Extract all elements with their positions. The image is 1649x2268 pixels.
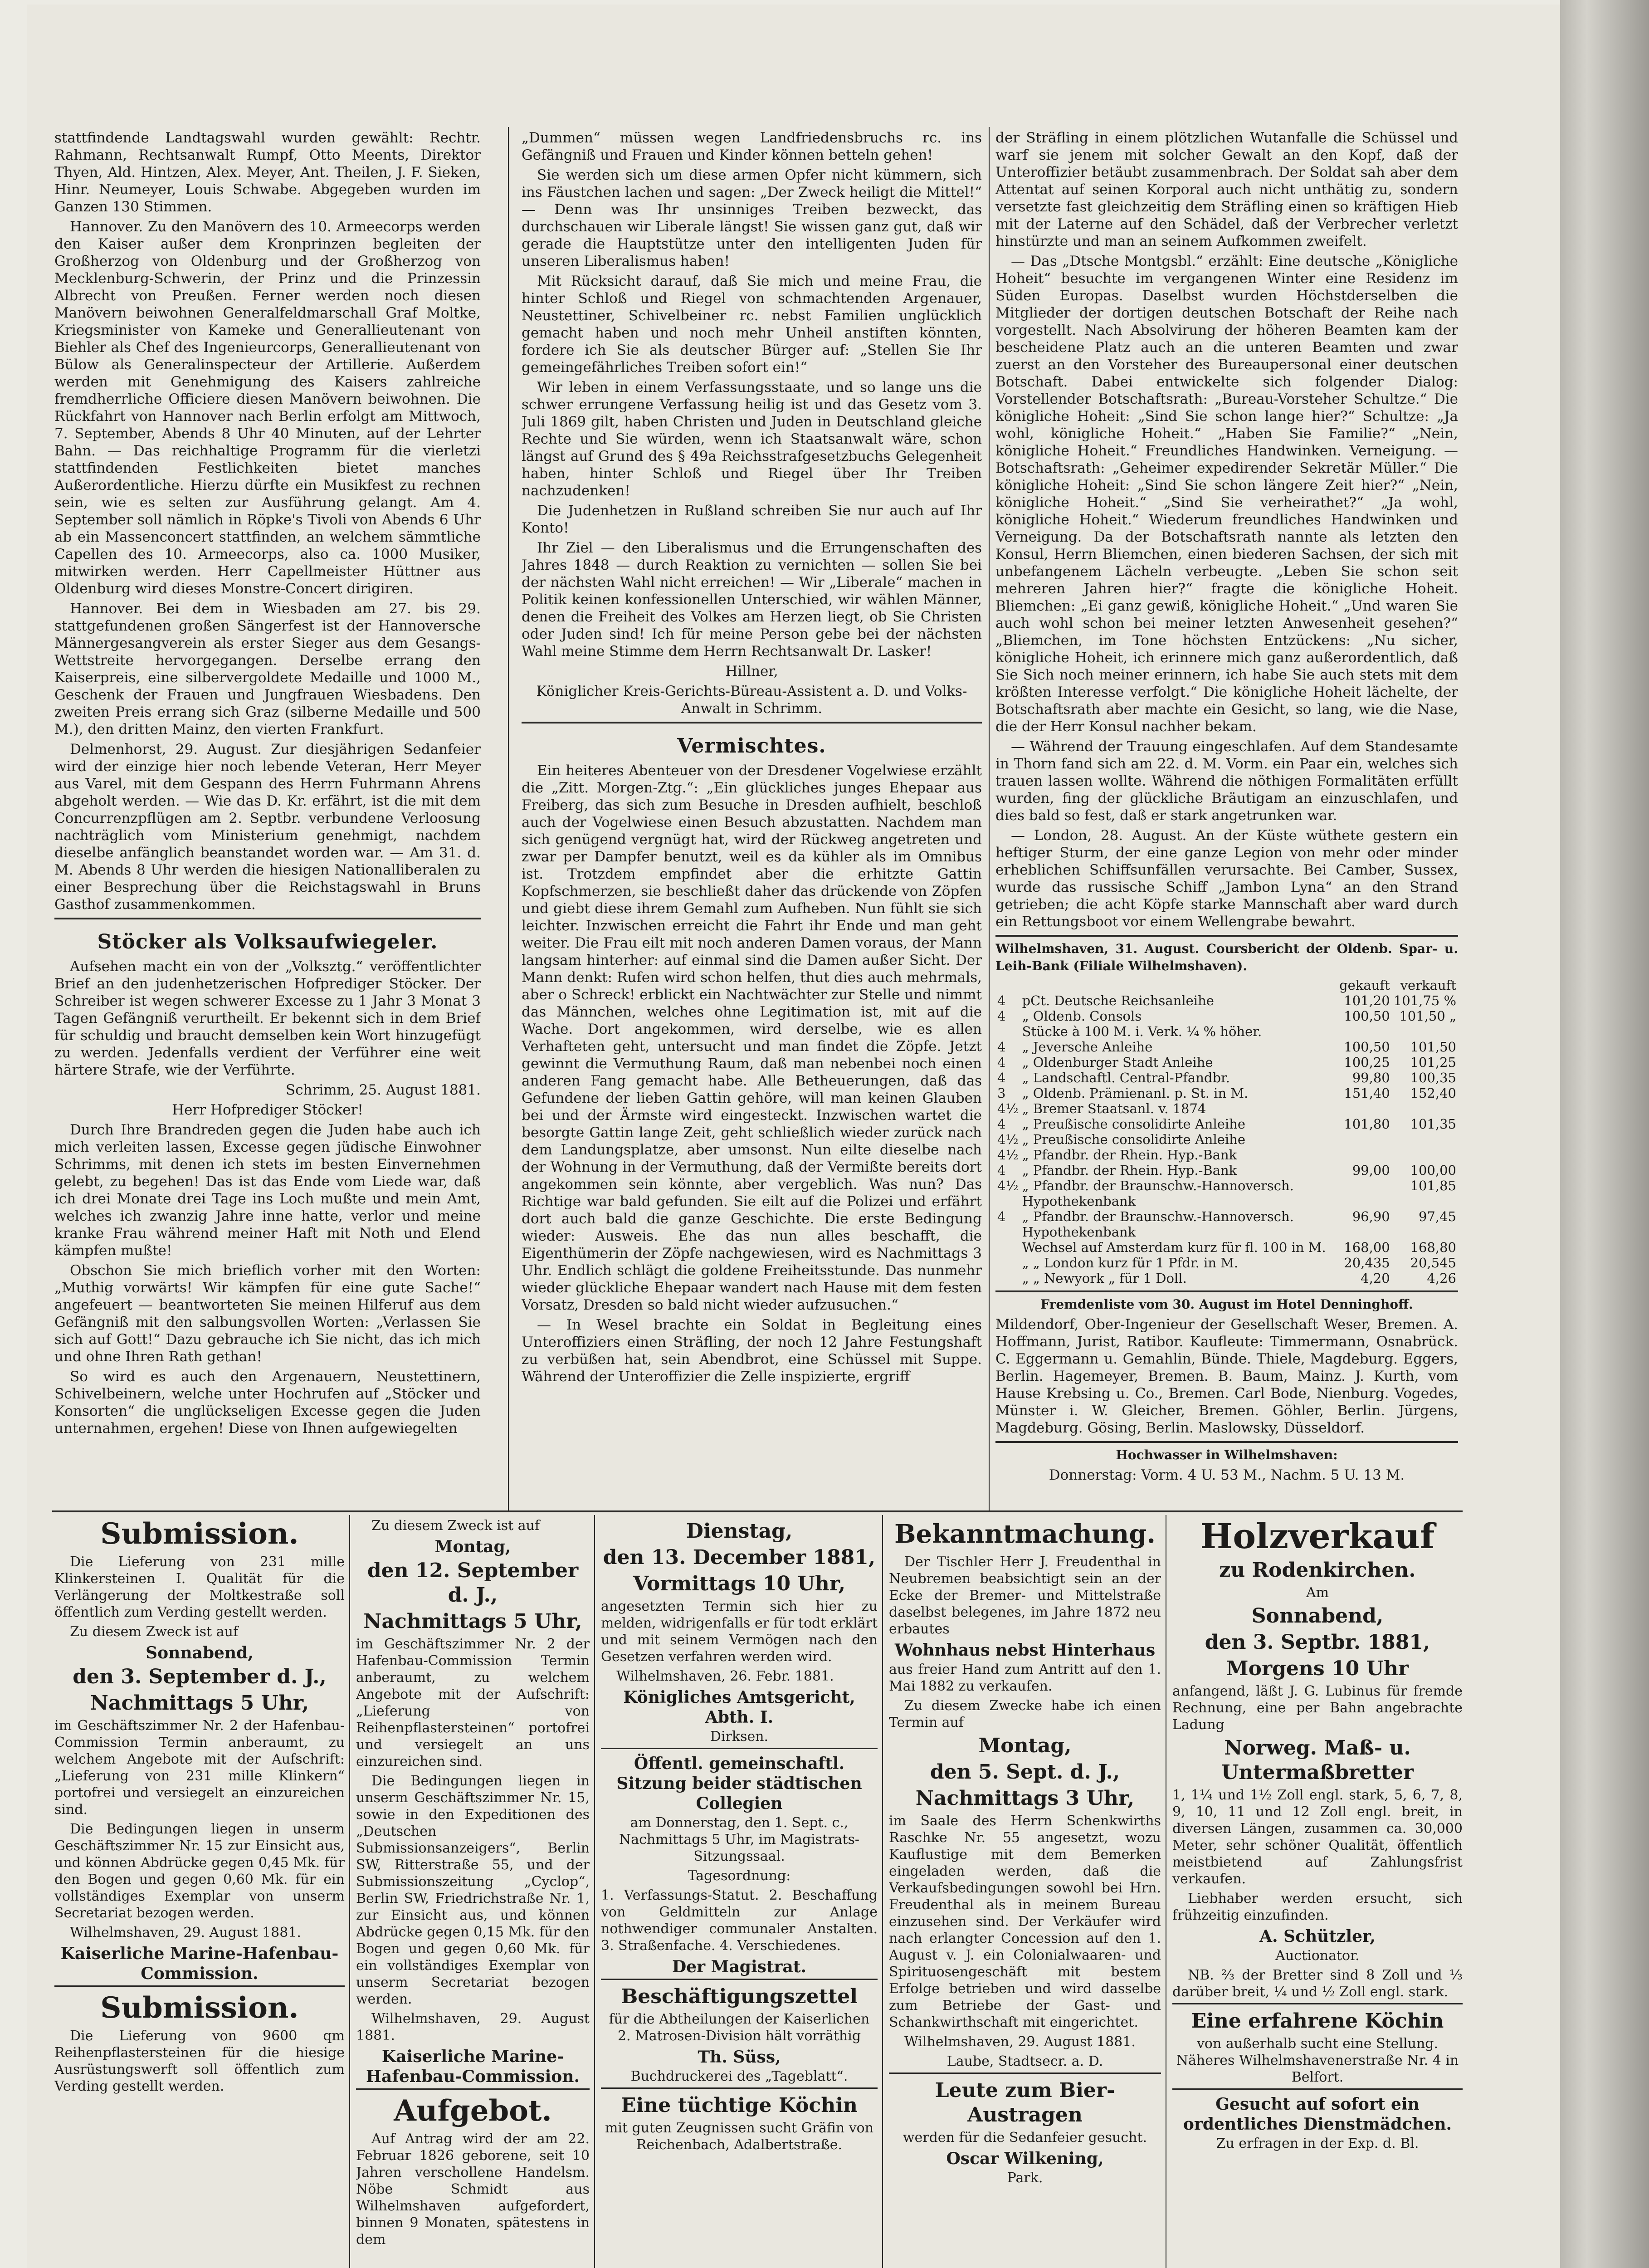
ad-text: NB. ⅔ der Bretter sind 8 Zoll und ⅓ darüber breit, ¼ und ½ Zoll engl. stark. — [1172, 1967, 1463, 2000]
ad-day: Sonnabend, — [1251, 1604, 1384, 1628]
rates-header-cell: verkauft — [1400, 978, 1456, 993]
ad-text: Zu erfragen in der Exp. d. Bl. — [1216, 2136, 1419, 2151]
ad-signature: Königliches Amtsgericht, Abth. I. — [623, 1688, 855, 1727]
rates-heading: Wilhelmshaven, 31. August. Coursbericht der Oldenb. Spar- u. Leih-Bank (Filiale Wilhelmshaven). — [995, 941, 1458, 973]
ad-date-line: Wilhelmshaven, 29. August 1881. — [70, 1925, 301, 1941]
ad-rule — [601, 1979, 878, 1980]
letter-signature: Hillner, — [725, 663, 778, 679]
ad-column-c — [601, 1517, 878, 2268]
rates-cell: „ Pfandbr. der Rhein. Hyp.-Bank — [1022, 1147, 1237, 1163]
rates-cell: 4 — [997, 1163, 1006, 1178]
rates-row — [995, 1147, 1458, 1163]
section-rule — [522, 722, 982, 727]
rates-cell: 4 — [997, 1008, 1006, 1024]
ad-text: aus freier Hand zum Antritt auf den 1. Mai 1882 zu verkaufen. — [889, 1662, 1161, 1694]
letter-salutation: Herr Hofprediger Stöcker! — [172, 1102, 363, 1118]
letter-text: Obschon Sie mich brieflich vorher mit den Worten: „Muthig vorwärts! Wir kämpfen für eine gute Sache!“ angefeuert — beantworteten Sie meinen Hilferuf aus dem Gefängniß mit den salbungsvollen Worten: „Verlassen Sie sich auf Gott!“ Dazu gebrauche ich Sie nicht, das ich mich und ohne Ihren Rath gethan! — [54, 1262, 481, 1365]
rates-cell: 101,25 — [1410, 1055, 1456, 1070]
ad-rule — [889, 2072, 1161, 2074]
ad-day: Montag, — [978, 1734, 1072, 1757]
letter-text: So wird es auch den Argenauern, Neustettinern, Schivelbeinern, welche unter Hochrufen auf „Stöcker und Konsorten“ die unglückseligen Excesse gegen die Juden unternahmen, ergehen! Diese von Ihnen aufgewiegelten — [54, 1369, 481, 1437]
rates-row — [995, 1008, 1458, 1024]
rates-cell: „ Bremer Staatsanl. v. 1874 — [1022, 1101, 1206, 1116]
rates-cell: 20,435 — [1344, 1255, 1390, 1271]
ad-text: Auf Antrag wird der am 22. Februar 1826 geborene, seit 10 Jahren verschollene Handelsm. Nöbe Schmidt aus Wilhelmshaven aufgefordert, binnen 9 Monaten, spätestens in dem — [356, 2131, 590, 2248]
ad-title: Gesucht auf sofort ein ordentliches Dienstmädchen. — [1183, 2095, 1452, 2134]
ad-text: 1, 1¼ und 1½ Zoll engl. stark, 5, 6, 7, 8, 9, 10, 11 und 12 Zoll engl. breit, in diversen Längen, zusammen ca. 30,000 Meter, sehr schöner Qualität, öffentlich meistbietend auf Zahlungsfrist verkaufen. — [1172, 1787, 1463, 1887]
ad-rule — [594, 1515, 595, 2268]
rates-row — [995, 1101, 1458, 1116]
rates-cell: 4 — [997, 993, 1006, 1008]
ad-text: angesetzten Termin sich hier zu melden, widrigenfalls er für todt erklärt und mit seinem Vermögen nach den Gesetzen verfahren werden wird. — [601, 1598, 878, 1665]
headline-vermischtes: Vermischtes. — [677, 734, 826, 758]
letter-signature-title: Königlicher Kreis-Gerichts-Büreau-Assistent a. D. und Volks-Anwalt in Schrimm. — [536, 683, 967, 717]
ad-rule — [882, 1515, 883, 2268]
ad-title: Bekanntmachung. — [894, 1519, 1156, 1549]
ad-title: Submission. — [100, 1991, 299, 2025]
article-trauung: — Während der Trauung eingeschlafen. Auf dem Standesamte in Thorn fand sich am 22. d. M. Vorm. ein Paar ein, welches sich trauen lassen wollte. Während die nöthigen Formalitäten erfüllt wurden, fing der glückliche Bräutigam an einzuschlafen, und dies bald so fest, daß er stark angetrunken war. — [995, 738, 1458, 824]
rates-cell: 100,25 — [1344, 1055, 1390, 1070]
rates-cell: „ „ Newyork „ für 1 Doll. — [1022, 1271, 1187, 1286]
ad-text: Zu diesem Zwecke habe ich einen Termin auf — [889, 1698, 1161, 1730]
ad-text: von außerhalb sucht eine Stellung. Näheres Wilhelmshavenerstraße Nr. 4 in Belfort. — [1176, 2036, 1459, 2085]
rates-cell: „ „ London kurz für 1 Pfdr. in M. — [1022, 1255, 1239, 1271]
ad-date: den 13. December 1881, — [603, 1546, 876, 1569]
column-2 — [522, 129, 982, 1526]
ad-title: Submission. — [100, 1517, 299, 1551]
letter-text: Durch Ihre Brandreden gegen die Juden habe auch ich mich verleiten lassen, Excesse gegen jüdische Einwohner Schrimms, mit denen ich stets im besten Einvernehmen gelebt, zu begehen! Das ist das Ende vom Liede war, daß ich drei Monate drei Tage ins Loch mußte und mein Amt, welches ich zwanzig Jahre inne hatte, verlor und meine kranke Frau während meiner Haft mit Noth und Elend kämpfen mußte! — [54, 1122, 481, 1259]
rates-cell: 4½ — [997, 1132, 1019, 1147]
rates-header-row — [995, 978, 1458, 993]
ad-signature: Kaiserliche Marine-Hafenbau-Commission. — [366, 2047, 580, 2086]
page-edge-shadow — [1560, 0, 1649, 2268]
rates-cell: 4½ — [997, 1147, 1019, 1163]
article-text: stattfindende Landtagswahl wurden gewählt: Rechtr. Rahmann, Rechtsanwalt Rumpf, Otto Meents, Direktor Thyen, Ald. Hintzen, Alex. Meyer, Ant. Theilen, J. F. Sieken, Hinr. Neumeyer, Louis Schwabe. Abgegeben wurden im Ganzen 130 Stimmen. — [54, 130, 481, 215]
rates-cell: pCt. Deutsche Reichsanleihe — [1022, 993, 1214, 1008]
ad-text: Am — [1306, 1585, 1329, 1601]
letter-text: „Dummen“ müssen wegen Landfriedensbruchs rc. ins Gefängniß und Frauen und Kinder können betteln gehen! — [522, 130, 982, 163]
rates-cell: 3 — [997, 1085, 1006, 1101]
ad-text: Der Tischler Herr J. Freudenthal in Neubremen beabsichtigt sein an der Ecke der Bremer- und Mittelstraße daselbst belegenes, im Jahre 1872 neu erbautes — [889, 1554, 1161, 1637]
rates-cell: Wechsel auf Amsterdam kurz für fl. 100 in M. — [1022, 1240, 1326, 1255]
ad-signature-name: Dirksen. — [710, 1729, 769, 1745]
ad-signature: Laube, Stadtsecr. a. D. — [946, 2053, 1103, 2069]
ad-date-line: Wilhelmshaven, 29. August 1881. — [356, 2011, 590, 2043]
rates-row — [995, 1039, 1458, 1055]
rates-cell: „ Oldenb. Consols — [1022, 1008, 1142, 1024]
ad-text: Die Bedingungen liegen in unserm Geschäftszimmer Nr. 15, sowie in den Expeditionen des „Deutschen Submissionsanzeigers“, Berlin SW, Ritterstraße 55, und der Submissionszeitung „Cyclop“, Berlin SW, Friedrichstraße Nr. 1, zur Einsicht aus, und können Abdrücke gegen 0,15 Mk. für den Bogen und gegen 0,60 Mk. für ein vollständiges Exemplar von unserm Secretariat bezogen werden. — [356, 1773, 590, 2007]
rates-cell — [1337, 1101, 1392, 1116]
rates-cell: 168,00 — [1344, 1240, 1390, 1255]
rates-cell — [1337, 1147, 1392, 1163]
ad-bold: Wohnhaus nebst Hinterhaus — [894, 1641, 1156, 1660]
ad-text: Die Lieferung von 9600 qm Reihenpflastersteinen für die hiesige Ausrüstungswerft soll öffentlich zum Verding gestellt werden. — [54, 2028, 345, 2094]
rates-cell: 20,545 — [1410, 1255, 1456, 1271]
ad-text: im Geschäftszimmer Nr. 2 der Hafenbau-Commission Termin anberaumt, zu welchem Angebote mit der Aufschrift: „Lieferung von Reihenpflastersteinen“ portofrei und versiegelt an uns einzureichen sind. — [356, 1636, 590, 1769]
ad-title: Leute zum Bier-Austragen — [935, 2079, 1115, 2126]
rates-cell: 99,00 — [1352, 1163, 1390, 1178]
ad-date: den 3. September d. J., — [73, 1665, 327, 1688]
rates-cell: 101,85 — [1410, 1178, 1456, 1193]
ad-name: Th. Süss, — [698, 2048, 781, 2067]
rates-cell: „ Preußische consolidirte Anleihe — [1022, 1132, 1246, 1147]
column-rule — [508, 127, 509, 1510]
section-rule — [995, 1441, 1458, 1447]
ad-text: anfangend, läßt J. G. Lubinus für fremde Rechnung, eine per Bahn angebrachte Ladung — [1172, 1683, 1463, 1733]
ad-text: am Donnerstag, den 1. Sept. c., Nachmittags 5 Uhr, im Magistrats-Sitzungssaal. — [619, 1815, 860, 1864]
rates-cell: „ Preußische consolidirte Anleihe — [1022, 1116, 1246, 1132]
fremden-list: Mildendorf, Ober-Ingenieur der Gesellschaft Weser, Bremen. A. Hoffmann, Jurist, Ratibor. Kaufleute: Timmermann, Osnabrück. C. Eggermann u. Gemahlin, Bünde. Thiele, Magdeburg. Eggers, Berlin. Hagemeyer, Bremen. B. Baum, Mainz. J. Kurth, vom Hause Krebsing u. Co., Bremen. Carl Bode, Nienburg. Vogedes, Münster i. W. Gleicher, Bremen. Göhler, Berlin. Jürgens, Magdeburg. Gösing, Berlin. Maslowsky, Düsseldorf. — [995, 1316, 1458, 1436]
rates-row — [995, 1132, 1458, 1147]
ad-column-d — [889, 1517, 1161, 2268]
rates-cell: 100,35 — [1410, 1070, 1456, 1085]
rates-cell: 4,20 — [1361, 1271, 1390, 1286]
section-rule — [995, 1290, 1458, 1296]
ad-time: Nachmittags 5 Uhr, — [363, 1610, 582, 1633]
rates-row — [995, 1209, 1458, 1240]
ad-day: Dienstag, — [686, 1520, 793, 1543]
ad-text: Zu diesem Zweck ist auf — [70, 1624, 239, 1640]
ad-rule — [601, 1748, 878, 1749]
rates-cell: 100,50 — [1344, 1039, 1390, 1055]
rates-cell — [995, 1255, 1020, 1271]
letter-text: Wir leben in einem Verfassungsstaate, und so lange uns die schwer errungene Verfassung heilig ist und das Gesetz vom 3. Juli 1869 gilt, haben Christen und Juden in Deutschland gleiche Rechte und Sie würden, wenn ich Staatsanwalt wäre, schon längst auf Grund des § 49a Reichsstrafgesetzbuchs Gelegenheit haben, hinter Schloß und Riegel über Ihr Treiben nachzudenken! — [522, 379, 982, 499]
hochwasser-heading: Hochwasser in Wilhelmshaven: — [1116, 1447, 1338, 1462]
rates-cell: 100,00 — [1410, 1163, 1456, 1178]
fremden-heading: Fremdenliste vom 30. August im Hotel Denninghoff. — [1040, 1297, 1413, 1312]
section-rule — [995, 935, 1458, 940]
article-wesel: — In Wesel brachte ein Soldat in Begleitung eines Unteroffiziers einen Sträfling, der noch 12 Jahre Festungshaft zu verbüßen hat, sein Abendbrot, eine Schüssel mit Suppe. Während der Unteroffizier die Zelle inspizierte, ergriff — [522, 1317, 982, 1385]
ad-subtitle: zu Rodenkirchen. — [1219, 1559, 1416, 1582]
rates-row — [995, 1163, 1458, 1178]
rates-cell: 101,50 — [1410, 1039, 1456, 1055]
rates-cell: „ Oldenburger Stadt Anleihe — [1022, 1055, 1213, 1070]
rates-cell: 4 — [997, 1039, 1006, 1055]
rates-cell: „ Jeversche Anleihe — [1022, 1039, 1153, 1055]
rates-cell: Stücke à 100 M. i. Verk. ¼ % höher. — [1022, 1024, 1262, 1039]
rates-row — [995, 1085, 1458, 1101]
letter-place-date: Schrimm, 25. August 1881. — [285, 1082, 481, 1098]
rates-cell: 4 — [997, 1116, 1006, 1132]
rates-cell: 101,35 — [1410, 1116, 1456, 1132]
ad-title: Eine tüchtige Köchin — [621, 2094, 858, 2117]
article-hannover-2: Hannover. Bei dem in Wiesbaden am 27. bis 29. stattgefundenen großen Sängerfest ist der Hannoversche Männergesangverein als erster Sieger aus dem Gesangs-Wettstreite hervorgegangen. Derselbe errang den Kaiserpreis, eine silbervergoldete Medaille und 1000 M., Geschenk der Frauen und Jungfrauen Wiesbadens. Den zweiten Preis errang sich Graz (silberne Medaille und 500 M.), den dritten Mainz, den vierten Frankfurt. — [54, 601, 481, 738]
ad-signature: Kaiserliche Marine-Hafenbau-Commission. — [60, 1944, 339, 1983]
ad-title: Beschäftigungszettel — [621, 1985, 858, 2008]
ad-rule — [1172, 2088, 1463, 2090]
rates-cell: „ Landschaftl. Central-Pfandbr. — [1022, 1070, 1230, 1085]
rates-cell — [1392, 1132, 1458, 1147]
ad-date: den 12. September d. J., — [367, 1559, 579, 1607]
ad-text: Die Bedingungen liegen in unserm Geschäftszimmer Nr. 15 zur Einsicht aus, und können Abdrücke gegen 0,45 Mk. für den Bogen und gegen 0,60 Mk. für ein vollständiges Exemplar von unserm Secretariat bezogen werden. — [54, 1821, 345, 1921]
rates-cell: 151,40 — [1344, 1085, 1390, 1101]
ad-date-line: Wilhelmshaven, 26. Febr. 1881. — [616, 1668, 834, 1684]
ad-day: Sonnabend, — [146, 1643, 254, 1662]
rates-cell: 97,45 — [1418, 1209, 1456, 1224]
ad-rule — [1172, 2003, 1463, 2004]
rates-cell: 99,80 — [1352, 1070, 1390, 1085]
hochwasser-times: Donnerstag: Vorm. 4 U. 53 M., Nachm. 5 U. 13 M. — [1049, 1467, 1405, 1483]
ad-signature-title: Auctionator. — [1275, 1948, 1360, 1964]
rates-cell: 101,75 % — [1393, 993, 1456, 1008]
rates-row — [995, 1240, 1458, 1255]
rates-cell: „ Oldenb. Prämienanl. p. St. in M. — [1022, 1085, 1249, 1101]
article-london: — London, 28. August. An der Küste wüthete gestern ein heftiger Sturm, der eine ganze Legion von mehr oder minder erheblichen Schiffsunfällen verursachte. Bei Camber, Sussex, wurde das russische Schiff „Jambon Lyna“ an den Strand getrieben; die acht Köpfe starke Mannschaft aber ward durch ein Rettungsboot vor einem Wellengrabe bewahrt. — [995, 827, 1458, 930]
rates-cell: „ Pfandbr. der Rhein. Hyp.-Bank — [1022, 1163, 1237, 1178]
letter-text: Mit Rücksicht darauf, daß Sie mich und meine Frau, die hinter Schloß und Riegel von schmachtenden Argenauer, Neustettiner, Schivelbeiner rc. nebst Familien unglücklich gemacht haben und noch mehr Unheil anstiften könnten, fordere ich Sie als deutscher Bürger auf: „Stellen Sie Ihr gemeingefährliches Treiben sofort ein!“ — [522, 273, 982, 376]
ad-rule — [356, 2088, 590, 2090]
ad-text: werden für die Sedanfeier gesucht. — [903, 2130, 1147, 2146]
ad-agenda: 1. Verfassungs-Statut. 2. Beschaffung von Geldmitteln zur Anlage nothwendiger communaler Anstalten. 3. Straßenfache. 4. Verschiedenes. — [601, 1887, 878, 1954]
rates-table — [995, 978, 1458, 1286]
ad-rule — [601, 2087, 878, 2089]
rates-header-cell — [995, 978, 1020, 993]
letter-text: Sie werden sich um diese armen Opfer nicht kümmern, sich ins Fäustchen lachen und sagen: „Der Zweck heiligt die Mittel!“ — Denn was Ihr unsinniges Treiben bezweckt, das durchschauen wir Liberale längst! Sie wissen ganz gut, daß wir gerade die Hauptstütze unter den intelligenten Juden für unseren Liberalismus haben! — [522, 167, 982, 269]
ad-date-line: Wilhelmshaven, 29. August 1881. — [904, 2034, 1136, 2050]
rates-row — [995, 1271, 1458, 1286]
rates-cell: 4 — [997, 1070, 1006, 1085]
article-vogelwiese: Ein heiteres Abenteuer von der Dresdener Vogelwiese erzählt die „Zitt. Morgen-Ztg.“: „Ein glückliches junges Ehepaar aus Freiberg, das sich zum Besuche in Dresden aufhielt, beschloß auch der Vogelwiese einen Besuch abzustatten. Nachdem man sich genügend vergnügt hat, wird der Rückweg angetreten und zwar per Dampfer benutzt, weil es da kühler als im Omnibus ist. Trotzdem empfindet aber die erhitzte Gattin Kopfschmerzen, sie beschließt daher das drückende von Zöpfen und giebt diese ihrem Gemahl zum Aufheben. Nun fühlt sie sich leichter. Inzwischen erreicht die Fahrt ihr Ende und man geht weiter. Die Frau eilt mit noch anderen Damen voraus, der Mann langsam hinterher: auf einmal sind die Damen außer Sicht. Der Mann denkt: Rufen wird schon helfen, thut dies auch mehrmals, aber o Schreck! erblickt ein Nachtwächter zur Stelle und nimmt das Männchen, welches ohne Legitimation ist, mit auf die Wache. Dort angekommen, wird derselbe, wie es allen Verhafteten geht, untersucht und man findet die Zöpfe. Jetzt gewinnt die Vermuthung Raum, daß man nebenbei noch einen anderen Fang gemacht habe. Alle Betheuerungen, daß das Gefundene der lieben Gattin gehöre, will man keinen Glauben bei und der Ärmste wird eingesteckt. Inzwischen wartet die besorgte Gattin lange Zeit, geht schließlich wieder zurück nach dem Landungsplatze, aber umsonst. Nun eilte dieselbe nach der Wohnung in der Vermuthung, daß der Vermißte bereits dort angekommen sein könnte, aber vergeblich. Was nun? Das Richtige war bald gefunden. Sie eilt auf die Polizei und erfährt dort auch bald die ganze Geschichte. Die erste Bedingung wieder: Ausweis. Ehe das nun alles beschafft, die Eigenthümerin der Zöpfe nachgewiesen, wird es Nachmittags 3 Uhr. Endlich schlägt die goldene Freiheitsstunde. Das nunmehr wieder glückliche Ehepaar wandert nach Hause mit dem festen Vorsatz, Dresden so bald nicht wieder aufzusuchen.“ — [522, 763, 982, 1313]
letter-text: Die Judenhetzen in Rußland schreiben Sie nur auch auf Ihr Konto! — [522, 503, 982, 536]
rates-cell: 96,90 — [1352, 1209, 1390, 1224]
rates-cell — [1392, 1147, 1458, 1163]
rates-row — [995, 993, 1458, 1008]
ad-date: den 5. Sept. d. J., — [930, 1760, 1120, 1784]
rates-row — [995, 1070, 1458, 1085]
ad-time: Nachmittags 3 Uhr, — [915, 1787, 1135, 1810]
letter-text: Ihr Ziel — den Liberalismus und die Errungenschaften des Jahres 1848 — durch Reaktion zu vernichten — sollen Sie bei der nächsten Wahl nicht erreichen! — Wir „Liberale“ machen in Politik keinen konfessionellen Unterschied, wir wählen Männer, denen die Freiheit des Volkes am Herzen liegt, ob Sie Christen oder Juden sind! Ich für meine Person gebe bei der nächsten Wahl meine Stimme dem Herrn Rechtsanwalt Dr. Lasker! — [522, 540, 982, 660]
rates-row — [995, 1024, 1458, 1039]
rates-cell: 101,50 „ — [1399, 1008, 1456, 1024]
ad-goods: Norweg. Maß- u. Untermaßbretter — [1221, 1736, 1414, 1784]
ad-text: mit guten Zeugnissen sucht Gräfin von Reichenbach, Adalbertstraße. — [605, 2120, 874, 2153]
rates-row — [995, 1116, 1458, 1132]
column-rule — [989, 127, 990, 1510]
rates-header-cell — [1020, 978, 1338, 993]
ad-date: den 3. Septbr. 1881, — [1205, 1631, 1430, 1654]
rates-row — [995, 1255, 1458, 1271]
rates-cell — [1337, 1132, 1392, 1147]
article-wesel-cont: der Sträfling in einem plötzlichen Wutanfalle die Schüssel und warf sie jenem mit solcher Gewalt an den Kopf, daß der Unteroffizier betäubt zusammenbrach. Der Soldat sah aber dem Attentat auf seinen Korporal auch nicht unthätig zu, sondern versetzte fast gleichzeitig dem Sträfling einen so kräftigen Hieb mit der Laterne auf den Schädel, daß der Verbrecher verletzt hinstürzte und man an seinem Aufkommen zweifelt. — [995, 130, 1458, 249]
ad-name: Oscar Wilkening, — [946, 2149, 1104, 2168]
rates-cell — [995, 1271, 1020, 1286]
rates-cell: 4½ — [997, 1178, 1019, 1193]
ad-agenda-heading: Tagesordnung: — [688, 1868, 791, 1884]
rates-header-cell: gekauft — [1339, 978, 1390, 993]
rates-cell: 4 — [997, 1055, 1006, 1070]
rates-cell: 101,80 — [1344, 1116, 1390, 1132]
ad-day: Montag, — [434, 1537, 511, 1556]
ad-title: Öffentl. gemeinschaftl. Sitzung beider städtischen Collegien — [616, 1754, 862, 1813]
ad-title: Holzverkauf — [1200, 1517, 1435, 1556]
ad-signature: A. Schützler, — [1259, 1927, 1376, 1946]
ad-text: für die Abtheilungen der Kaiserlichen 2. Matrosen-Division hält vorräthig — [609, 2011, 870, 2044]
rates-cell: „ Pfandbr. der Braunschw.-Hannoversch. Hypothekenbank — [1022, 1178, 1294, 1209]
ad-time: Vormittags 10 Uhr, — [633, 1572, 846, 1595]
article-delmenhorst: Delmenhorst, 29. August. Zur diesjährigen Sedanfeier wird der einzige hier noch lebende Veteran, Herr Meyer aus Varel, mit dem Gespann des Herrn Fuhrmann Ahrens abgeholt werden. — Wie das D. Kr. erfährt, ist die mit dem Concurrenzpflügen am 2. Septbr. verbundene Verloosung nachträglich vom Ministerium genehmigt, nachdem dieselbe anfänglich beanstandet worden war. — Am 31. d. M. Abends 8 Uhr werden die hiesigen Nationalliberalen zu einer Besprechung über die Reichstagswahl in Bruns Gasthof zusammenkommen. — [54, 741, 481, 913]
ad-time: Nachmittags 5 Uhr, — [90, 1691, 309, 1715]
ad-text: Liebhaber werden ersucht, sich frühzeitig einzufinden. — [1172, 1891, 1463, 1923]
article-stoecker-intro: Aufsehen macht ein von der „Volksztg.“ veröffentlichter Brief an den judenhetzerischen Hofprediger Stöcker. Der Schreiber ist wegen schwerer Excesse zu 1 Jahr 3 Monat 3 Tagen Gefängniß verurtheilt. Er bekennt sich in dem Brief für schuldig und braucht demselben kein Wort hinzugefügt zu werden. Jedenfalls verdient der Verführer eine weit härtere Strafe, wie der Verführte. — [54, 958, 481, 1078]
column-1 — [54, 129, 481, 1481]
rates-cell: 100,50 — [1344, 1008, 1390, 1024]
rates-cell — [1337, 1178, 1392, 1209]
rates-cell — [995, 1024, 1020, 1039]
ad-text: Zu diesem Zweck ist auf — [371, 1518, 540, 1534]
rates-cell: 101,20 — [1344, 993, 1390, 1008]
rates-cell: 152,40 — [1410, 1085, 1456, 1101]
rates-cell: 4½ — [997, 1101, 1019, 1116]
ad-column-a — [54, 1517, 345, 2268]
article-hannover: Hannover. Zu den Manövern des 10. Armeecorps werden den Kaiser außer dem Kronprinzen begleiten der Großherzog von Oldenburg und der Großherzog von Mecklenburg-Schwerin, der Prinz und die Prinzessin Albrecht von Preußen. Ferner werden noch diesen Manövern beiwohnen Generalfeldmarschall Graf Moltke, Kriegsminister von Kameke und Generallieutenant von Biehler als Chef des Ingenieurcorps, Generallieutenant von Bülow als Generalinspecteur der Artillerie. Außerdem werden mit Genehmigung des Kaisers zahlreiche fremdherrliche Officiere diesen Manövern beiwohnen. Die Rückfahrt von Hannover nach Berlin erfolgt am Mittwoch, 7. September, Abends 8 Uhr 40 Minuten, auf der Lehrter Bahn. — Das reichhaltige Programm für die vierletzi stattfindenden Festlichkeiten bietet manches Außerordentliche. Hierzu dürfte ein Musikfest zu rechnen sein, wie es selten zur Ausführung gelangt. Am 4. September soll nämlich in Röpke's Tivoli von Abends 6 Uhr ab ein Massenconcert stattfinden, an welchem sämmtliche Capellen des 10. Armeecorps, also ca. 1000 Musiker, mitwirken werden. Herr Capellmeister Hüttner aus Oldenburg wird dieses Monstre-Concert dirigiren. — [54, 219, 481, 597]
ad-title: Eine erfahrene Köchin — [1191, 2009, 1444, 2033]
ad-rule — [54, 1985, 345, 1987]
rates-cell: 4 — [997, 1209, 1006, 1224]
rates-cell: 4,26 — [1427, 1271, 1456, 1286]
rates-cell — [1392, 1024, 1458, 1039]
rates-cell — [1392, 1101, 1458, 1116]
rates-row — [995, 1055, 1458, 1070]
ad-column-b — [356, 1517, 590, 2268]
article-hoheit: — Das „Dtsche Montgsbl.“ erzählt: Eine deutsche „Königliche Hoheit“ besuchte im vergangenen Winter eine Residenz im Süden Europas. Daselbst wurden Höchstderselben die Mitglieder der dortigen deutschen Botschaft der Reihe nach vorgestellt. Nach Absolvirung der höheren Beamten kam der bescheidene Platz auch an die unteren Beamten und zwar zuerst an den Vorsteher des Bureaupersonal einer deutschen Botschaft. Dabei entwickelte sich folgender Dialog: Vorstellender Botschaftsrath: „Bureau-Vorsteher Schultze.“ Die königliche Hoheit: „Sind Sie schon lange hier?“ Schultze: „Ja wohl, königliche Hoheit.“ „Haben Sie Familie?“ „Nein, königliche Hoheit.“ Freundliches Handwinken. Verneigung. — Botschaftsrath: „Geheimer expedirender Sekretär Müller.“ Die königliche Hoheit: „Sind Sie schon längere Zeit hier?“ „Nein, königliche Hoheit.“ „Sind Sie verheirathet?“ „Ja wohl, königliche Hoheit.“ Wiederum freundliches Handwinken und Verneigung. Da der Botschaftsrath nannte als letzten den Konsul, Herrn Bliemchen, einen biederen Sachsen, der sich mit unbefangenem Lächeln verbeugte. „Leben Sie schon seit mehreren Jahren hier?“ fragte die königliche Hoheit. Bliemchen: „Ei ganz gewiß, königliche Hoheit.“ „Und waren Sie auch wohl schon bei meiner letzten Anwesenheit gesehen?“ „Bliemchen, im Tone höchsten Entzückens: „Nu sicher, königliche Hoheit, ich erinnere mich ganz außerordentlich, daß Sie Sich noch meiner erinnern, ich habe Sie auch stets mit dem krößten Interesse verfolgt.“ Die königliche Hoheit lächelte, der Botschaftsrath aber machte ein Gesicht, so lang, wie die Nase, die der Herr Konsul nachher bekam. — [995, 253, 1458, 735]
section-rule — [54, 918, 481, 923]
headline-stoecker: Stöcker als Volksaufwiegeler. — [97, 930, 438, 953]
ad-title: Aufgebot. — [394, 2094, 552, 2128]
ad-column-e — [1172, 1517, 1463, 2268]
rates-cell: 168,80 — [1410, 1240, 1456, 1255]
ad-text: im Saale des Herrn Schenkwirths Raschke Nr. 55 angesetzt, wozu Kauflustige mit dem Bemerken eingeladen werden, daß die Verkaufsbedingungen sowohl bei Hrn. Freudenthal als in meinem Bureau einzusehen sind. Der Verkäufer wird nach erlangter Concession auf den 1. August v. J. ein Colonialwaaren- und Spirituosengeschäft mit bestem Erfolge betrieben und wird dasselbe zum Betriebe der Gast- und Schankwirthschaft mit eingerichtet. — [889, 1813, 1161, 2030]
ad-rule — [349, 1515, 350, 2268]
ad-signature: Der Magistrat. — [672, 1957, 806, 1976]
rates-cell — [1337, 1024, 1392, 1039]
rates-row — [995, 1178, 1458, 1209]
ad-text: Park. — [1007, 2170, 1043, 2186]
ad-text: Die Lieferung von 231 mille Klinkersteinen I. Qualität für die Verlängerung der Moltkestraße soll öffentlich zum Verding gestellt werden. — [54, 1554, 345, 1620]
ad-text: Buchdruckerei des „Tageblatt“. — [630, 2068, 848, 2084]
ad-time: Morgens 10 Uhr — [1226, 1657, 1409, 1680]
ad-text: im Geschäftszimmer Nr. 2 der Hafenbau-Commission Termin anberaumt, zu welchem Angebote mit der Aufschrift: „Lieferung von 231 mille Klinkern“ portofrei und versiegelt an einzureichen sind. — [54, 1718, 345, 1818]
rates-cell — [995, 1240, 1020, 1255]
rates-cell: „ Pfandbr. der Braunschw.-Hannoversch. Hypothekenbank — [1022, 1209, 1294, 1240]
column-3 — [995, 129, 1458, 1526]
